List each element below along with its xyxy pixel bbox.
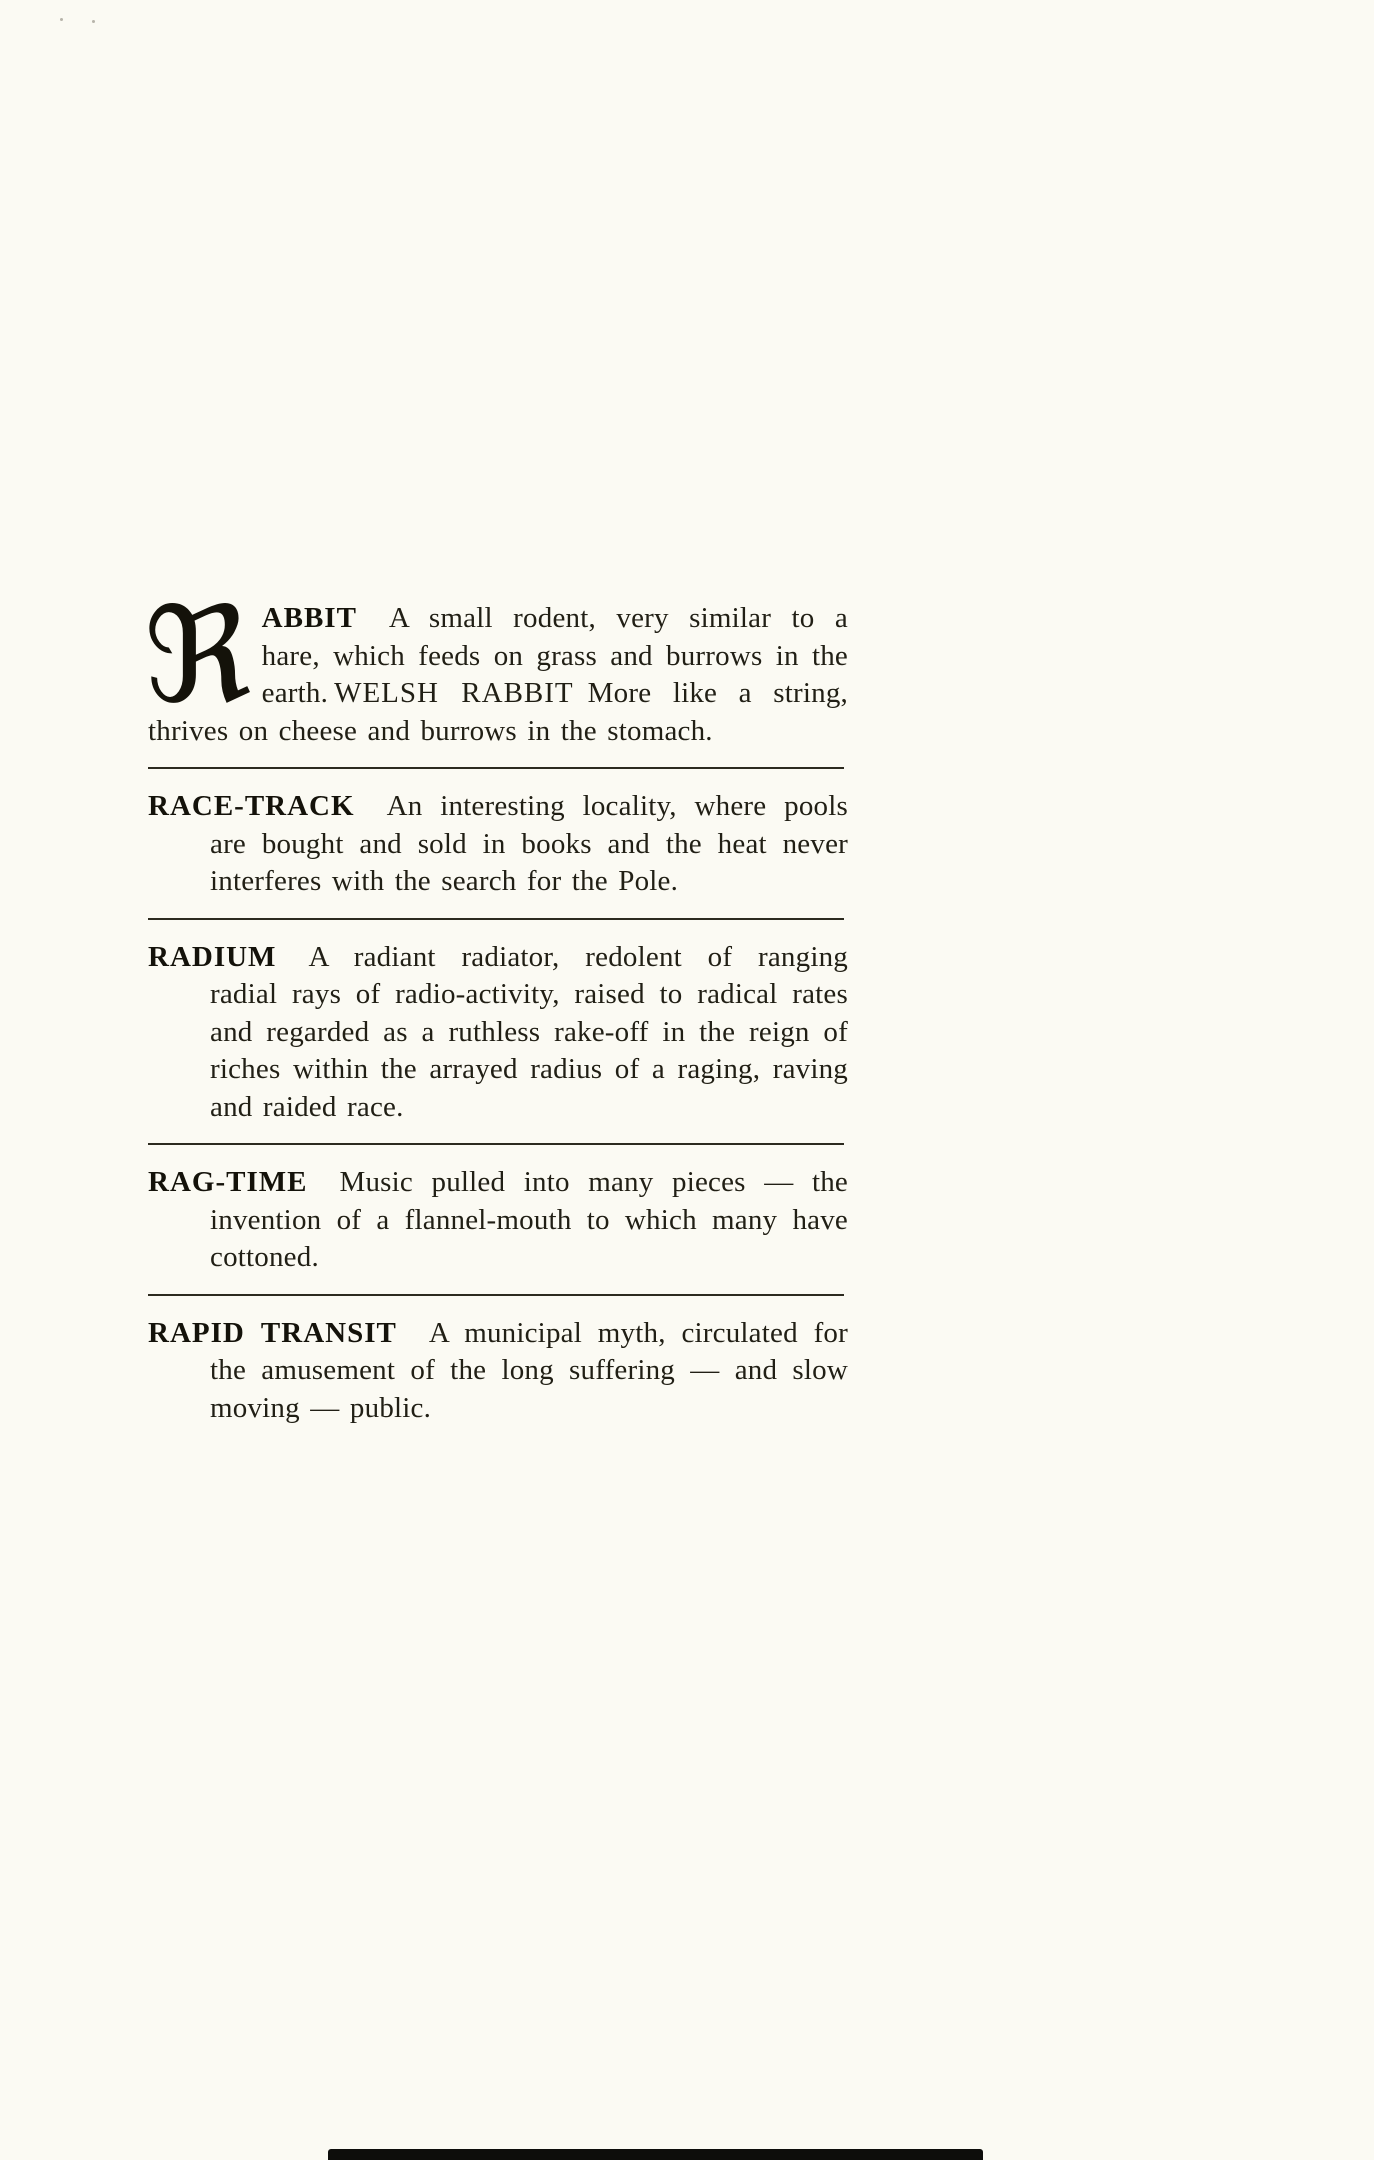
entry bbox=[148, 1164, 848, 1277]
entry bbox=[148, 1315, 848, 1428]
entry-term: ABBIT bbox=[261, 602, 357, 634]
entry-definition: A small rodent, very similar to a hare, which feeds on grass and burrows in the earth. bbox=[261, 602, 848, 709]
entry-term: RAG-TIME bbox=[148, 1166, 308, 1198]
dropcap-initial: ℜ bbox=[144, 579, 252, 733]
entry-divider bbox=[148, 767, 844, 769]
entry-term: RADIUM bbox=[148, 940, 277, 973]
entry-divider bbox=[148, 918, 844, 920]
entry-divider bbox=[148, 1294, 844, 1296]
entry-term: RACE-TRACK bbox=[148, 790, 355, 822]
entry-term: RAPID TRANSIT bbox=[148, 1316, 397, 1349]
scan-speck bbox=[60, 18, 63, 21]
inline-term: WELSH RABBIT bbox=[334, 677, 574, 709]
dictionary-entries bbox=[144, 579, 849, 1427]
entry bbox=[148, 788, 848, 901]
entry-definition: Music pulled into many pieces — the invention of a flannel-mouth to which many have cottoned. bbox=[210, 1166, 848, 1273]
entry bbox=[148, 939, 848, 1127]
entry-definition: More like a string, thrives on cheese and burrows in the stomach. bbox=[148, 677, 849, 747]
entry-definition: A municipal myth, circulated for the amusement of the long suffering — and slow moving — public. bbox=[210, 1316, 848, 1424]
entry-definition: An interesting locality, where pools are bought and sold in books and the heat never interferes with the search for the Pole. bbox=[210, 790, 848, 897]
scan-artifact-bottom-edge bbox=[328, 2149, 983, 2160]
scan-speck bbox=[92, 20, 95, 23]
entry-definition: A radiant radiator, redolent of ranging radial rays of radio-activity, raised to radical rates and regarded as a ruthless rake-off in the reign of riches within the arrayed radius of a raging, raving and raided race. bbox=[210, 940, 848, 1123]
entry-divider bbox=[148, 1143, 844, 1145]
entry bbox=[144, 579, 849, 750]
